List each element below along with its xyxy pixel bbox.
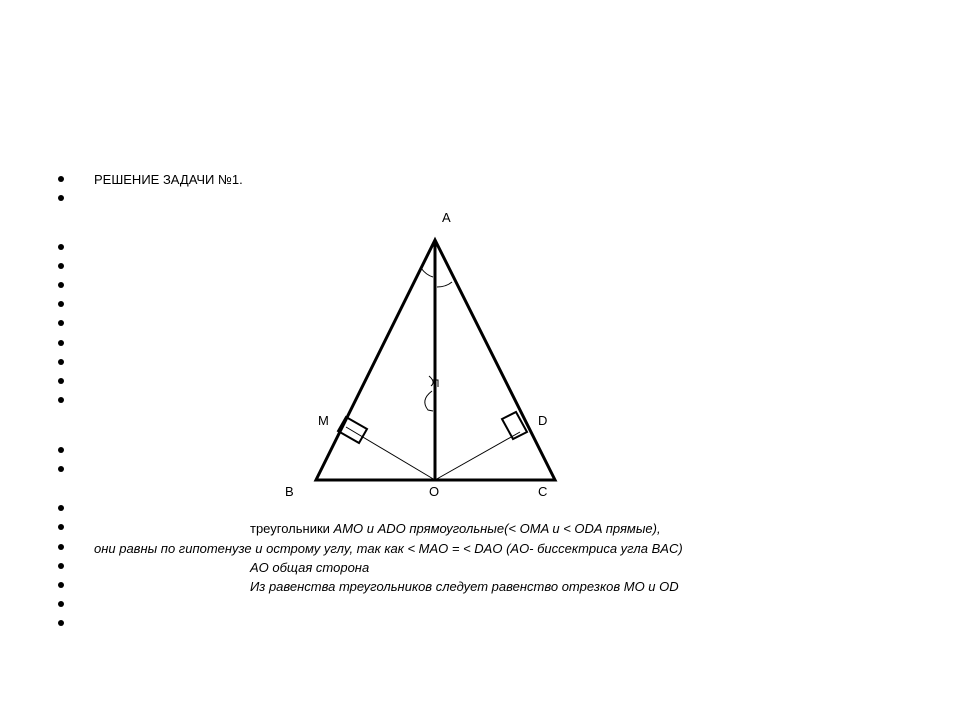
label-point-a: A xyxy=(442,210,451,225)
solution-line-1-rest: AMO и ADO прямоугольные(< OMA и < ODA прямые), xyxy=(329,521,661,536)
segment-od xyxy=(435,432,520,480)
solution-line-4: Из равенства треугольников следует равенство отрезков MO и OD xyxy=(250,579,679,594)
angle-mark-lower xyxy=(425,391,433,411)
angle-arc-right xyxy=(437,282,452,287)
label-point-b: B xyxy=(285,484,294,499)
solution-line-2: они равны по гипотенузе и острому углу, так как < MAO = < DAO (AO- биссектриса угла BAC) xyxy=(94,541,683,556)
solution-line-1-bold: треугольники xyxy=(250,521,330,536)
label-point-c: C xyxy=(538,484,548,499)
label-point-m: M xyxy=(318,413,329,428)
solution-line-3: AO общая сторона xyxy=(250,560,370,575)
label-point-d: D xyxy=(538,413,548,428)
angle-arc-left xyxy=(421,268,433,277)
label-point-o: O xyxy=(429,484,440,499)
segment-om xyxy=(346,427,435,480)
problem-title: РЕШЕНИЕ ЗАДАЧИ №1. xyxy=(94,172,243,187)
solution-line-1 xyxy=(250,521,661,537)
angle-mark-middle xyxy=(429,376,433,386)
